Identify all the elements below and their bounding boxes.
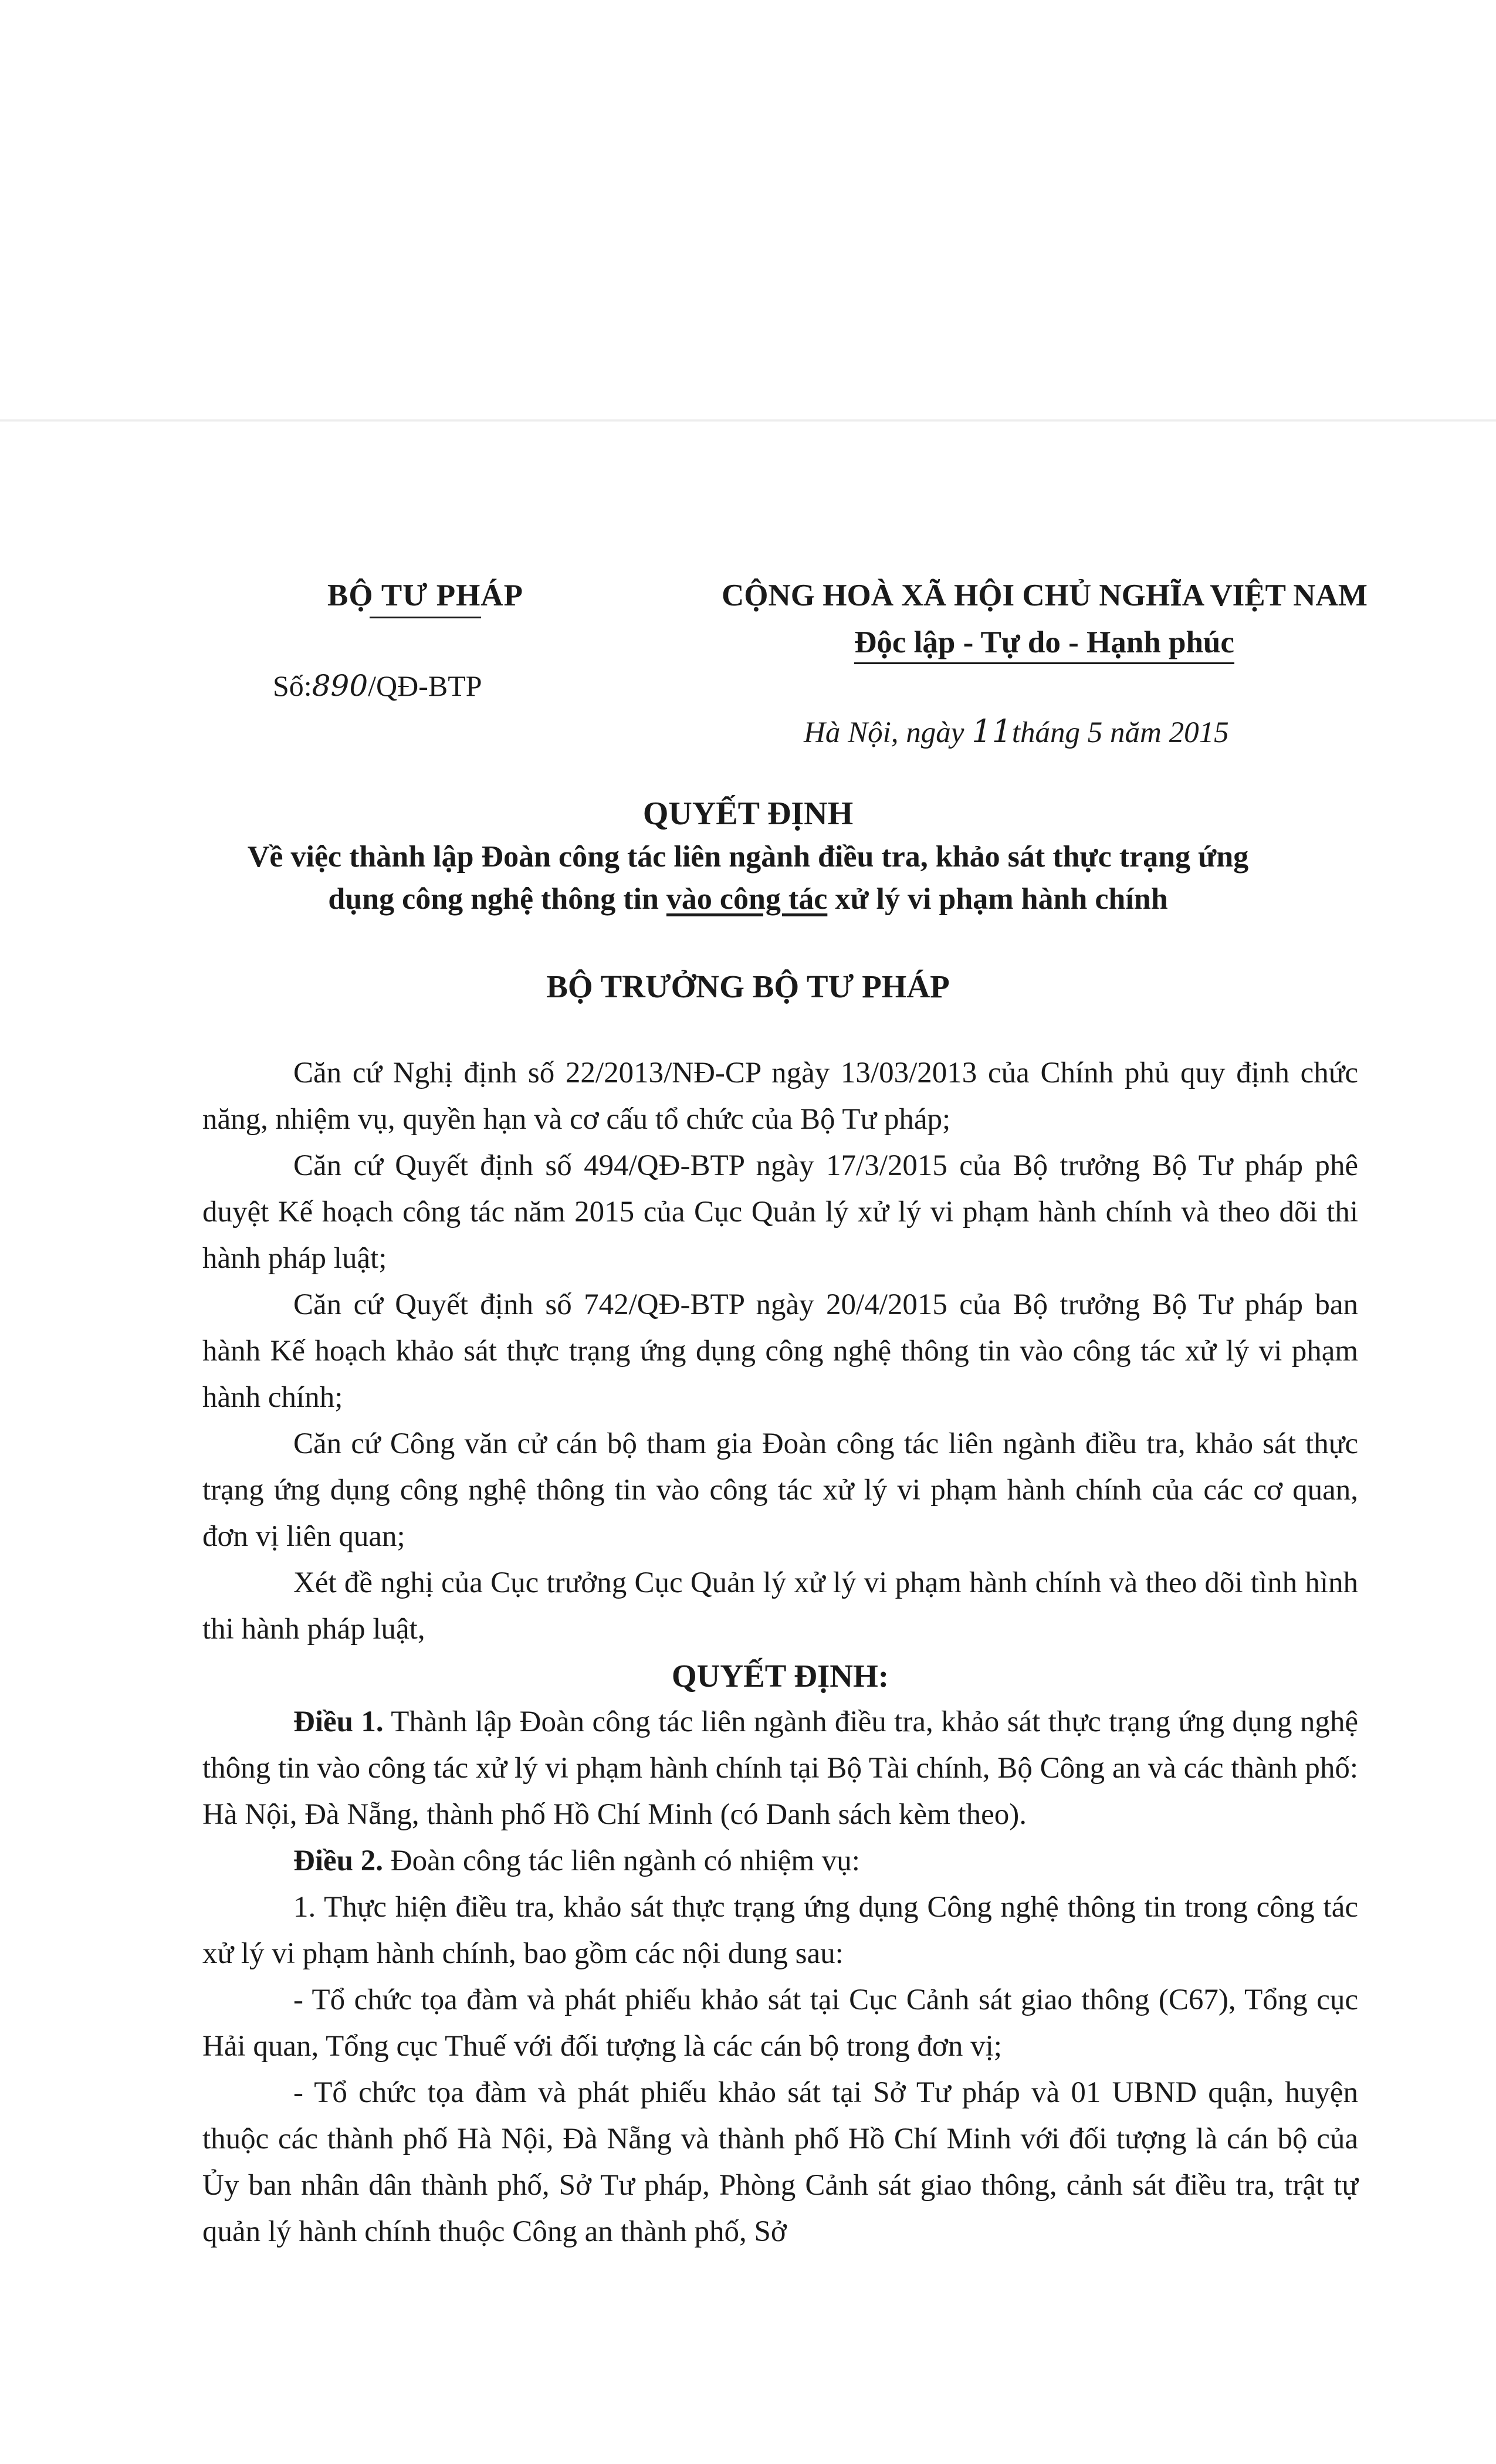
scan-edge <box>0 419 1496 422</box>
article-2-label: Điều 2. <box>293 1844 383 1877</box>
issuing-authority: BỘ TRƯỞNG BỘ TƯ PHÁP <box>546 969 950 1004</box>
legal-basis-2: Căn cứ Quyết định số 494/QĐ-BTP ngày 17/3/2015 của Bộ trưởng Bộ Tư pháp phê duyệt Kế hoạch công tác năm 2015 của Cục Quản lý xử lý vi phạm hành chính và theo dõi thi hành pháp luật; <box>202 1149 1358 1275</box>
subject-line-2-b: xử lý vi phạm hành chính <box>827 882 1168 916</box>
legal-basis-1: Căn cứ Nghị định số 22/2013/NĐ-CP ngày 13/03/2013 của Chính phủ quy định chức năng, nhiệm vụ, quyền hạn và cơ cấu tổ chức của Bộ Tư pháp; <box>202 1057 1358 1136</box>
national-motto <box>854 625 1234 664</box>
document-number <box>273 669 482 703</box>
nation-name: CỘNG HOÀ XÃ HỘI CHỦ NGHĨA VIỆT NAM <box>722 578 1368 612</box>
motto-text: Độc lập - Tự do - Hạnh phúc <box>854 625 1234 659</box>
legal-basis-4: Căn cứ Công văn cử cán bộ tham gia Đoàn công tác liên ngành điều tra, khảo sát thực trạng ứng dụng công nghệ thông tin vào công tác xử lý vi phạm hành chính của các cơ quan, đơn vị liên quan; <box>202 1427 1358 1553</box>
task-1-a: - Tổ chức tọa đàm và phát phiếu khảo sát tại Cục Cảnh sát giao thông (C67), Tổng cục Hải quan, Tổng cục Thuế với đối tượng là các cán bộ trong đơn vị; <box>202 1984 1358 2063</box>
decision-heading: QUYẾT ĐỊNH <box>642 796 854 832</box>
article-2-text: Đoàn công tác liên ngành có nhiệm vụ: <box>383 1844 860 1877</box>
date-suffix: tháng 5 năm 2015 <box>1011 716 1229 749</box>
decision-title <box>0 795 1496 920</box>
ministry-underline <box>370 617 481 618</box>
subject-line-1: Về việc thành lập Đoàn công tác liên ngành điều tra, khảo sát thực trạng ứng <box>247 840 1249 874</box>
doc-no-suffix: /QĐ-BTP <box>368 669 482 702</box>
issue-date <box>804 713 1229 750</box>
article-1-label: Điều 1. <box>293 1705 384 1738</box>
proposal-paragraph: Xét đề nghị của Cục trưởng Cục Quản lý xử lý vi phạm hành chính và theo dõi tình hình thi hành pháp luật, <box>202 1566 1358 1646</box>
subject-line-2-a: dụng công nghệ thông tin <box>328 882 666 916</box>
decision-subject <box>0 836 1496 920</box>
date-prefix: Hà Nội, ngày <box>804 716 972 749</box>
task-1: 1. Thực hiện điều tra, khảo sát thực trạng ứng dụng Công nghệ thông tin trong công tác xử lý vi phạm hành chính, bao gồm các nội dung sau: <box>202 1891 1358 1970</box>
ministry-name: BỘ TƯ PHÁP <box>327 578 523 612</box>
ministry-header <box>320 578 531 618</box>
date-handwritten-day: 11 <box>972 713 1012 750</box>
subject-line-2 <box>0 878 1496 920</box>
national-header <box>722 578 1367 664</box>
article-1-text: Thành lập Đoàn công tác liên ngành điều tra, khảo sát thực trạng ứng dụng nghệ thông tin vào công tác xử lý vi phạm hành chính tại Bộ Tài chính, Bộ Công an và các thành phố: Hà Nội, Đà Nẵng, thành phố Hồ Chí Minh (có Danh sách kèm theo). <box>202 1705 1359 1831</box>
legal-basis-3: Căn cứ Quyết định số 742/QĐ-BTP ngày 20/4/2015 của Bộ trưởng Bộ Tư pháp ban hành Kế hoạch khảo sát thực trạng ứng dụng công nghệ thông tin vào công tác xử lý vi phạm hành chính; <box>202 1288 1358 1414</box>
decision-body <box>202 1050 1358 2255</box>
decide-heading: QUYẾT ĐỊNH: <box>671 1658 889 1694</box>
doc-no-prefix: Số: <box>273 669 312 702</box>
subject-line-2-underlined: vào công tác <box>666 882 828 916</box>
article-1 <box>202 1699 1358 1838</box>
motto-underline <box>854 662 1234 664</box>
doc-no-handwritten: 890 <box>312 669 368 703</box>
article-2 <box>202 1838 1358 1884</box>
task-1-b: - Tổ chức tọa đàm và phát phiếu khảo sát tại Sở Tư pháp và 01 UBND quận, huyện thuộc các thành phố Hà Nội, Đà Nẵng và thành phố Hồ Chí Minh với đối tượng là cán bộ của Ủy ban nhân dân thành phố, Sở Tư pháp, Phòng Cảnh sát giao thông, cảnh sát điều tra, trật tự quản lý hành chính thuộc Công an thành phố, Sở <box>202 2076 1358 2248</box>
